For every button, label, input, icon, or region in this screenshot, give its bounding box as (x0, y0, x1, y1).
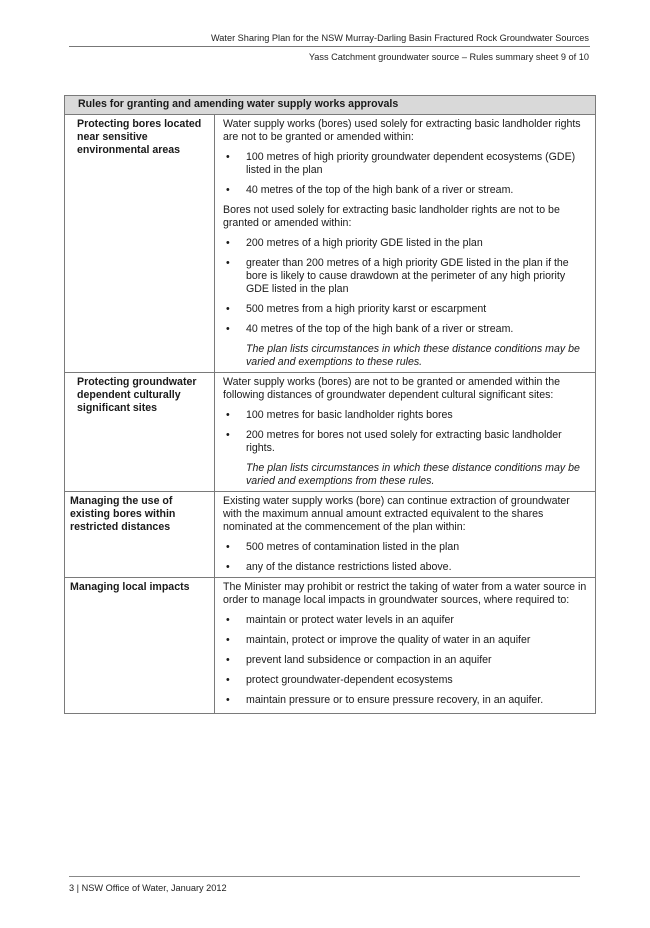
table-row (65, 492, 596, 578)
list-item: • any of the distance restrictions listed above. (226, 561, 452, 573)
document-header-subtitle: Yass Catchment groundwater source – Rules summary sheet 9 of 10 (308, 52, 589, 62)
bullet-list (223, 409, 590, 455)
bullet-icon: • (226, 541, 230, 553)
table-row (65, 373, 596, 492)
bullet-list (223, 237, 590, 336)
bullet-list (223, 151, 590, 197)
bullet-icon: • (226, 409, 230, 421)
table-row (65, 115, 596, 373)
row-content (215, 115, 596, 373)
list-item: • 100 metres of high priority groundwater dependent ecosystems (GDE) listed in the plan (226, 151, 576, 176)
row-label: Protecting groundwater dependent culturally significant sites (65, 373, 215, 492)
bullet-icon: • (226, 654, 230, 666)
page-footer: 3 | NSW Office of Water, January 2012 (69, 883, 227, 893)
list-item: • maintain pressure or to ensure pressure recovery, in an aquifer. (226, 694, 544, 706)
bullet-icon: • (226, 561, 230, 573)
row-intro: Bores not used solely for extracting basic landholder rights are not to be granted or amended within: (223, 204, 560, 229)
bullet-icon: • (226, 634, 230, 646)
bullet-icon: • (226, 184, 230, 196)
row-content (215, 578, 596, 714)
bullet-icon: • (226, 429, 230, 441)
bullet-icon: • (226, 151, 230, 163)
list-item: • prevent land subsidence or compaction in an aquifer (226, 654, 492, 666)
row-intro: Water supply works (bores) used solely for extracting basic landholder rights are not to be granted or amended within: (223, 118, 581, 143)
row-note: The plan lists circumstances in which these distance conditions may be varied and exemptions from these rules. (246, 462, 580, 487)
row-note: The plan lists circumstances in which these distance conditions may be varied and exemptions to these rules. (246, 343, 580, 368)
footer-divider (69, 876, 580, 877)
bullet-icon: • (226, 237, 230, 249)
row-label: Protecting bores located near sensitive environmental areas (65, 115, 215, 373)
row-label: Managing the use of existing bores within restricted distances (65, 492, 215, 578)
bullet-list (223, 541, 590, 574)
list-item: • 40 metres of the top of the high bank of a river or stream. (226, 184, 514, 196)
row-intro: The Minister may prohibit or restrict the taking of water from a water source in order to manage local impacts in groundwater sources, where required to: (223, 581, 587, 606)
table-row (65, 578, 596, 714)
list-item: • maintain or protect water levels in an aquifer (226, 614, 454, 626)
row-intro: Existing water supply works (bore) can continue extraction of groundwater with the maximum annual amount extracted equivalent to the shares nominated at the commencement of the plan within: (223, 495, 570, 533)
header-divider (69, 46, 590, 47)
list-item: • 200 metres of a high priority GDE listed in the plan (226, 237, 483, 249)
list-item: • 200 metres for bores not used solely for extracting basic landholder rights. (226, 429, 562, 454)
table-title: Rules for granting and amending water supply works approvals (65, 96, 596, 115)
row-label: Managing local impacts (65, 578, 215, 714)
row-content (215, 492, 596, 578)
list-item: • maintain, protect or improve the quality of water in an aquifer (226, 634, 531, 646)
list-item: • 100 metres for basic landholder rights bores (226, 409, 453, 421)
rules-table (64, 95, 596, 714)
list-item: • 500 metres of contamination listed in the plan (226, 541, 460, 553)
bullet-icon: • (226, 614, 230, 626)
bullet-icon: • (226, 674, 230, 686)
document-header-title: Water Sharing Plan for the NSW Murray-Darling Basin Fractured Rock Groundwater Sources (210, 33, 589, 43)
bullet-icon: • (226, 694, 230, 706)
list-item: • greater than 200 metres of a high priority GDE listed in the plan if the bore is likely to cause drawdown at the perimeter of any high priority GDE listed in the plan (226, 257, 569, 295)
list-item: • protect groundwater-dependent ecosystems (226, 674, 453, 686)
row-intro: Water supply works (bores) are not to be granted or amended within the following distances of groundwater dependent cultural significant sites: (223, 376, 561, 401)
bullet-list (223, 614, 590, 707)
row-content (215, 373, 596, 492)
list-item: • 40 metres of the top of the high bank of a river or stream. (226, 323, 514, 335)
bullet-icon: • (226, 303, 230, 315)
bullet-icon: • (226, 257, 230, 269)
list-item: • 500 metres from a high priority karst or escarpment (226, 303, 487, 315)
bullet-icon: • (226, 323, 230, 335)
